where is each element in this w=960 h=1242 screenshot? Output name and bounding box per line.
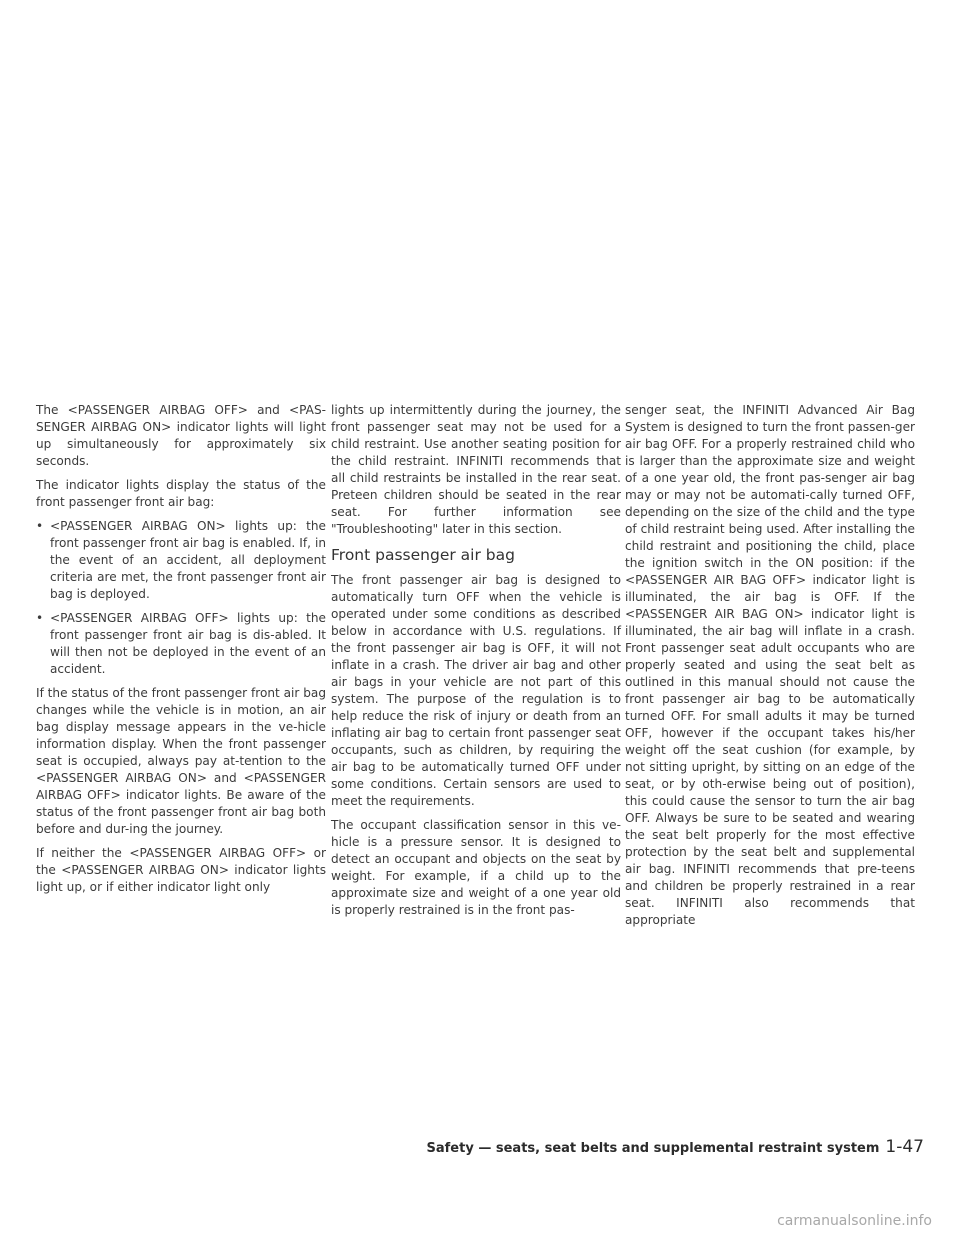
text-column-2 [331, 402, 621, 926]
page-footer [427, 1137, 924, 1157]
section-title: Safety — seats, seat belts and supplemental restraint system [426, 1141, 880, 1156]
bullet-text: <PASSENGER AIRBAG OFF> lights up: the front passenger front air bag is dis-abled. It will then not be deployed in the event of an accident. [50, 611, 326, 676]
paragraph: The <PASSENGER AIRBAG OFF> and <PAS-SENGER AIRBAG ON> indicator lights will light up simultaneously for approximately six seconds. [36, 403, 326, 468]
paragraph: senger seat, the INFINITI Advanced Air Bag System is designed to turn the front passen-ger air bag OFF. For a properly restrained child who is larger than the approximate size and weight of a one year old, the front pas-senger air bag may or may not be automati-cally turned OFF, depending on the size of the child and the type of child restraint being used. After installing the child restraint and positioning the child, place the ignition switch in the ON position: if the <PASSENGER AIR BAG OFF> indicator light is illuminated, the air bag is OFF. If the <PASSENGER AIR BAG ON> indicator light is illuminated, the air bag will inflate in a crash. Front passenger seat adult occupants who are properly seated and using the seat belt as outlined in this manual should not cause the front passenger air bag to be automatically turned OFF. For small adults it may be turned OFF, however if the occupant takes his/her weight off the seat cushion (for example, by not sitting upright, by sitting on an edge of the seat, or by oth-erwise being out of position), this could cause the sensor to turn the air bag OFF. Always be sure to be seated and wearing the seat belt properly for the most effective protection by the seat belt and supplemental air bag. INFINITI recommends that pre-teens and children be properly restrained in a rear seat. INFINITI also recommends that appropriate [625, 403, 915, 927]
bullet-text: <PASSENGER AIRBAG ON> lights up: the front passenger front air bag is enabled. If, in the event of an accident, all deployment criteria are met, the front passenger front air bag is deployed. [50, 519, 326, 601]
paragraph: If neither the <PASSENGER AIRBAG OFF> or the <PASSENGER AIRBAG ON> indicator lights light up, or if either indicator light only [36, 846, 326, 894]
paragraph: The front passenger air bag is designed to automatically turn OFF when the vehicle is operated under some conditions as described below in accordance with U.S. regulations. If the front passenger air bag is OFF, it will not inflate in a crash. The driver air bag and other air bags in your vehicle are not part of this system. The purpose of the regulation is to help reduce the risk of injury or death from an inflating air bag to certain front passenger seat occupants, such as children, by requiring the air bag to be automatically turned OFF under some conditions. Certain sensors are used to meet the requirements. [331, 573, 621, 808]
section-heading: Front passenger air bag [331, 546, 515, 564]
paragraph: lights up intermittently during the journey, the front passenger seat may not be used for a child restraint. Use another seating position for the child restraint. INFINITI recommends that all child restraints be installed in the rear seat. Preteen children should be seated in the rear seat. For further information see "Troubleshooting" later in this section. [331, 403, 621, 536]
paragraph: The occupant classification sensor in this ve-hicle is a pressure sensor. It is designed to detect an occupant and objects on the seat by weight. For example, if a child up to the approximate size and weight of a one year old is properly restrained is in the front pas- [331, 818, 621, 917]
text-column-3 [625, 402, 915, 936]
paragraph: The indicator lights display the status of the front passenger front air bag: [36, 478, 326, 509]
text-column-1 [36, 402, 326, 903]
bullet-icon: • [36, 611, 44, 625]
bullet-item [36, 518, 326, 603]
watermark: carmanualsonline.info [777, 1213, 932, 1229]
paragraph: If the status of the front passenger front air bag changes while the vehicle is in motion, an air bag display message appears in the ve-hicle information display. When the front passenger seat is occupied, always pay at-tention to the <PASSENGER AIRBAG ON> and <PASSENGER AIRBAG OFF> indicator lights. Be aware of the status of the front passenger front air bag both before and dur-ing the journey. [36, 686, 326, 836]
bullet-icon: • [36, 519, 44, 533]
bullet-item [36, 610, 326, 678]
page-number: 1-47 [885, 1137, 924, 1157]
